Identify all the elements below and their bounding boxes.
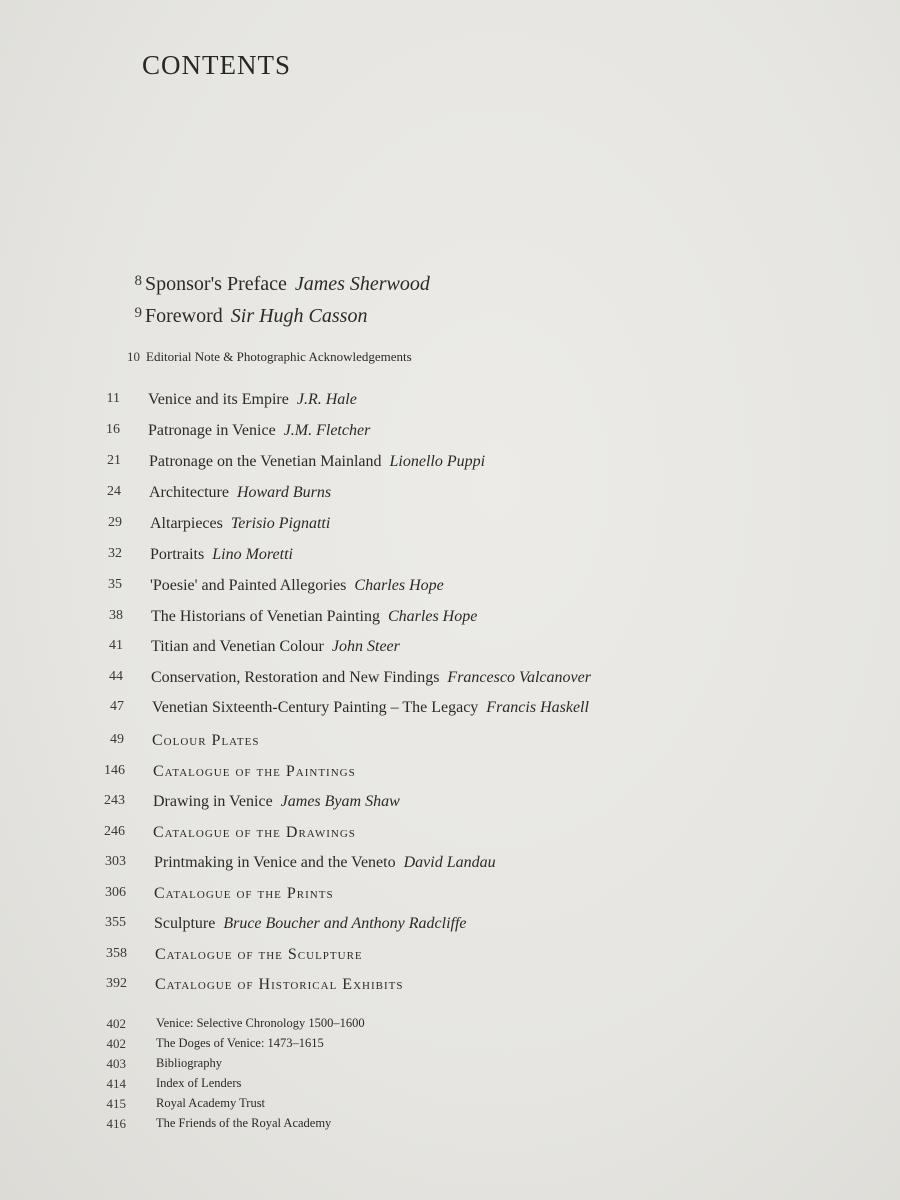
toc-page-number: 246	[104, 824, 125, 839]
toc-page-number: 47	[110, 699, 124, 714]
toc-section-title: Royal Academy Trust	[156, 1096, 266, 1110]
toc-page-number: 9	[134, 305, 142, 321]
toc-page-number: 243	[104, 793, 125, 808]
toc-line	[154, 915, 467, 933]
toc-page-number: 10	[127, 349, 140, 364]
toc-page-number: 414	[106, 1076, 126, 1091]
toc-section-title: Sculpture	[154, 915, 216, 932]
toc-line	[156, 1076, 241, 1091]
toc-line	[153, 793, 400, 811]
toc-line	[152, 699, 589, 717]
show-through-text	[500, 55, 509, 87]
toc-author: John Steer	[331, 638, 400, 655]
toc-author: Lionello Puppi	[389, 453, 486, 470]
toc-line	[156, 1036, 324, 1051]
toc-page-number: 358	[106, 946, 127, 961]
toc-author: Bruce Boucher and Anthony Radcliffe	[223, 915, 467, 932]
toc-page-number: 303	[105, 854, 126, 869]
toc-page-number: 402	[106, 1036, 126, 1051]
toc-page-number: 355	[105, 915, 126, 930]
toc-page-number: 146	[104, 763, 125, 778]
toc-section-title: Architecture	[149, 484, 229, 501]
toc-section-title: The Friends of the Royal Academy	[156, 1116, 332, 1130]
toc-section-title: Index of Lenders	[156, 1076, 242, 1090]
toc-page-number: 32	[108, 546, 122, 561]
toc-section-title: Catalogue of Historical Exhibits	[155, 976, 404, 993]
toc-line	[149, 484, 331, 502]
toc-section-title: Portraits	[150, 546, 205, 563]
toc-line	[148, 422, 370, 440]
toc-section-title: Venetian Sixteenth-Century Painting – The Legacy	[152, 699, 479, 716]
toc-author: J.R. Hale	[296, 391, 357, 408]
toc-line	[156, 1056, 222, 1071]
toc-author: Francesco Valcanover	[447, 669, 591, 686]
toc-author: Charles Hope	[388, 608, 478, 625]
toc-line	[149, 453, 485, 471]
toc-page-number: 44	[109, 669, 123, 684]
toc-section-title: Altarpieces	[150, 515, 223, 532]
toc-line	[153, 824, 356, 842]
toc-page-number: 29	[108, 515, 122, 530]
toc-author: Howard Burns	[236, 484, 332, 501]
toc-author: Charles Hope	[354, 577, 444, 594]
toc-section-title: Catalogue of the Paintings	[153, 763, 356, 780]
toc-line	[145, 305, 367, 328]
toc-page-number: 24	[107, 484, 121, 499]
toc-section-title: Catalogue of the Prints	[154, 885, 334, 902]
toc-author: James Byam Shaw	[280, 793, 400, 810]
toc-line	[156, 1096, 265, 1111]
toc-line	[150, 546, 293, 564]
toc-line	[150, 577, 444, 595]
toc-line	[148, 391, 357, 409]
toc-section-title: The Doges of Venice: 1473–1615	[156, 1036, 324, 1050]
toc-page-number: 306	[105, 885, 126, 900]
toc-page-number: 416	[106, 1116, 126, 1131]
toc-section-title: Foreword	[145, 305, 223, 327]
toc-page-number: 38	[109, 608, 123, 623]
toc-page-number: 16	[106, 422, 120, 437]
toc-line	[154, 854, 496, 872]
toc-section-title: Patronage on the Venetian Mainland	[149, 453, 382, 470]
toc-section-title: Catalogue of the Sculpture	[155, 946, 363, 963]
toc-author: J.M. Fletcher	[283, 422, 371, 439]
toc-author: James Sherwood	[294, 273, 430, 295]
toc-page-number: 415	[106, 1096, 126, 1111]
toc-page-number: 11	[106, 391, 120, 406]
toc-line	[155, 946, 363, 964]
toc-line	[153, 763, 356, 781]
toc-section-title: Catalogue of the Drawings	[153, 824, 356, 841]
toc-page-number: 41	[109, 638, 123, 653]
toc-page-number: 8	[134, 273, 142, 289]
toc-line	[151, 638, 400, 656]
page-title: CONTENTS	[142, 50, 291, 80]
toc-line	[150, 515, 330, 533]
toc-page-number: 49	[110, 732, 124, 747]
toc-section-title: Printmaking in Venice and the Veneto	[154, 854, 396, 871]
toc-page-number: 402	[106, 1016, 126, 1031]
toc-line	[154, 885, 334, 903]
toc-line	[145, 273, 430, 296]
toc-page-number: 392	[106, 976, 127, 991]
toc-line	[146, 349, 412, 365]
toc-page-number: 21	[107, 453, 121, 468]
toc-page-number: 35	[108, 577, 122, 592]
toc-section-title: Venice and its Empire	[148, 391, 289, 408]
toc-line	[156, 1116, 331, 1131]
toc-section-title: Editorial Note & Photographic Acknowledgements	[146, 349, 412, 364]
toc-section-title: 'Poesie' and Painted Allegories	[150, 577, 347, 594]
toc-author: Sir Hugh Casson	[230, 305, 368, 327]
toc-author: Terisio Pignatti	[230, 515, 331, 532]
toc-section-title: Colour Plates	[152, 732, 260, 749]
toc-section-title: Venice: Selective Chronology 1500–1600	[156, 1016, 365, 1030]
toc-section-title: Bibliography	[156, 1056, 222, 1070]
toc-section-title: Sponsor's Preface	[145, 273, 287, 295]
toc-line	[151, 669, 591, 687]
toc-line	[151, 608, 477, 626]
toc-line	[155, 976, 403, 994]
toc-author: Francis Haskell	[486, 699, 589, 716]
toc-section-title: Patronage in Venice	[148, 422, 276, 439]
toc-section-title: Drawing in Venice	[153, 793, 273, 810]
toc-section-title: The Historians of Venetian Painting	[151, 608, 380, 625]
toc-line	[156, 1016, 365, 1031]
toc-section-title: Conservation, Restoration and New Findings	[151, 669, 440, 686]
toc-section-title: Titian and Venetian Colour	[151, 638, 324, 655]
toc-page-number: 403	[106, 1056, 126, 1071]
toc-author: Lino Moretti	[212, 546, 293, 563]
toc-line	[152, 732, 259, 750]
toc-author: David Landau	[403, 854, 496, 871]
